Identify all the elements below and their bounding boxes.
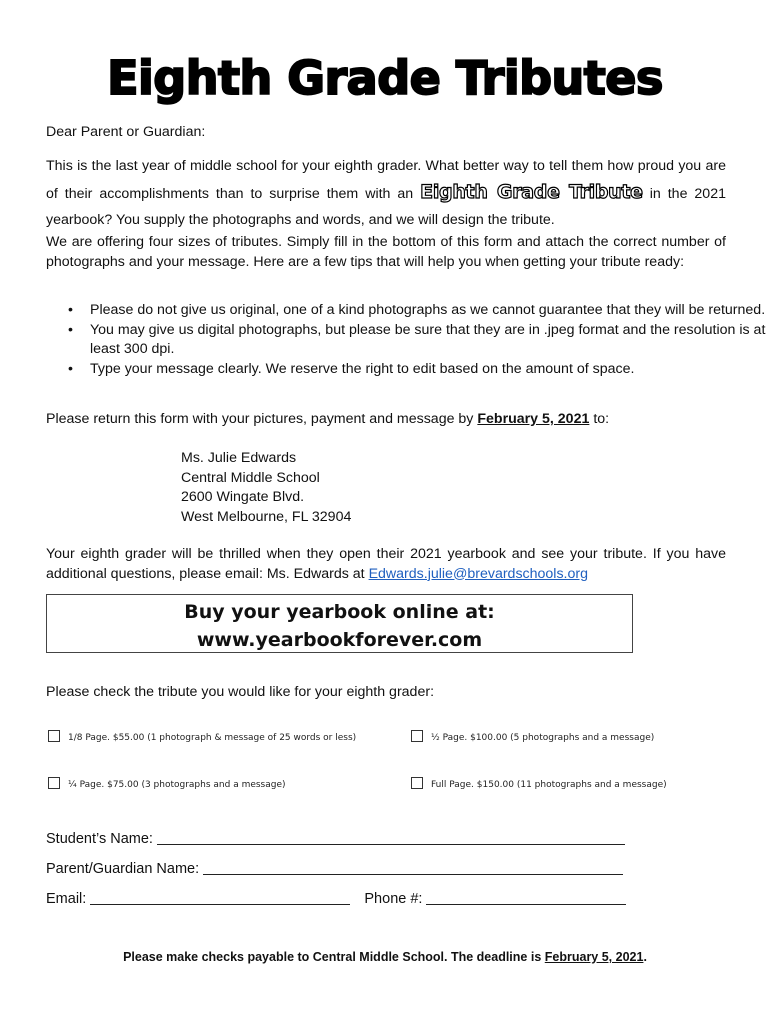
footer-deadline: February 5, 2021 (544, 950, 644, 964)
greeting: Dear Parent or Guardian: (46, 124, 206, 140)
tip-item: • You may give us digital photographs, but please be sure that they are in .jpeg format and the resolution is at least 300 dpi. (68, 321, 766, 357)
phone-line[interactable] (426, 890, 626, 905)
page-title: Eighth Grade Tributes (107, 51, 663, 105)
email-link[interactable]: Edwards.julie@brevardschools.org (368, 565, 588, 582)
address-line: 2600 Wingate Blvd. (181, 489, 305, 506)
email-label: Email: (46, 891, 87, 907)
tip-item: • Please do not give us original, one of a kind photographs as we cannot guarantee that they will be returned. (90, 301, 770, 321)
return-instructions: Please return this form with your pictures, payment and message by February 5, 2021 to: (46, 411, 610, 427)
offer-paragraph: We are offering four sizes of tributes. Simply fill in the bottom of this form and attach the correct number of photographs and your message. Here are a few tips that will help you when getting your tribute ready: (46, 234, 726, 270)
checkbox[interactable] (48, 730, 60, 742)
checkbox[interactable] (48, 777, 60, 789)
bullet-icon: • (68, 302, 73, 318)
buy-yearbook-box (46, 594, 633, 653)
tip-item: • Type your message clearly. We reserve the right to edit based on the amount of space. (90, 360, 770, 380)
intro-tribute-word: Eighth Grade Tribute (420, 181, 643, 203)
return-deadline: February 5, 2021 (477, 411, 590, 427)
buy-box-url: www.yearbookforever.com (196, 629, 483, 651)
email-field[interactable] (46, 890, 626, 910)
email-line[interactable] (90, 890, 350, 905)
closing-paragraph: Your eighth grader will be thrilled when they open their 2021 yearbook and see your tribute. If you have additional questions, please email: Ms. Edwards at Edwards.julie@brevardschools.org (46, 546, 726, 582)
option-half-page[interactable]: ½ Page. $100.00 (5 photographs and a message) (411, 730, 654, 744)
student-name-label: Student’s Name: (46, 831, 153, 847)
option-full-page[interactable]: Full Page. $150.00 (11 photographs and a message) (411, 777, 667, 791)
bullet-icon: • (68, 360, 73, 377)
check-prompt: Please check the tribute you would like for your eighth grader: (46, 684, 435, 700)
checkbox[interactable] (411, 777, 423, 789)
student-name-field[interactable] (46, 830, 625, 850)
option-eighth-page[interactable]: 1/8 Page. $55.00 (1 photograph & message of 25 words or less) (48, 730, 356, 744)
intro-text-part1: This is the last year of middle school for your eighth grader. What better way to tell them how proud you are of their accomplishments than to surprise them with an (46, 158, 726, 202)
parent-name-line[interactable] (203, 860, 623, 875)
address-line: Central Middle School (181, 469, 320, 486)
footer-note: Please make checks payable to Central Middle School. The deadline is February 5, 2021. (123, 950, 647, 964)
mailing-address (181, 449, 351, 527)
bullet-icon: • (68, 321, 73, 338)
phone-label: Phone #: (364, 891, 423, 907)
tips-list (46, 301, 770, 379)
parent-name-field[interactable] (46, 860, 623, 880)
intro-text-part2: in the 2021 yearbook? You supply the photographs and words, and we will design the tribute. (46, 186, 726, 228)
option-quarter-page[interactable]: ¼ Page. $75.00 (3 photographs and a message) (48, 777, 286, 791)
address-line: Ms. Julie Edwards (181, 450, 297, 466)
intro-paragraph (46, 153, 726, 233)
address-line: West Melbourne, FL 32904 (181, 508, 352, 525)
buy-box-line1: Buy your yearbook online at: (184, 601, 495, 623)
parent-name-label: Parent/Guardian Name: (46, 861, 200, 877)
student-name-line[interactable] (157, 830, 625, 845)
checkbox[interactable] (411, 730, 423, 742)
